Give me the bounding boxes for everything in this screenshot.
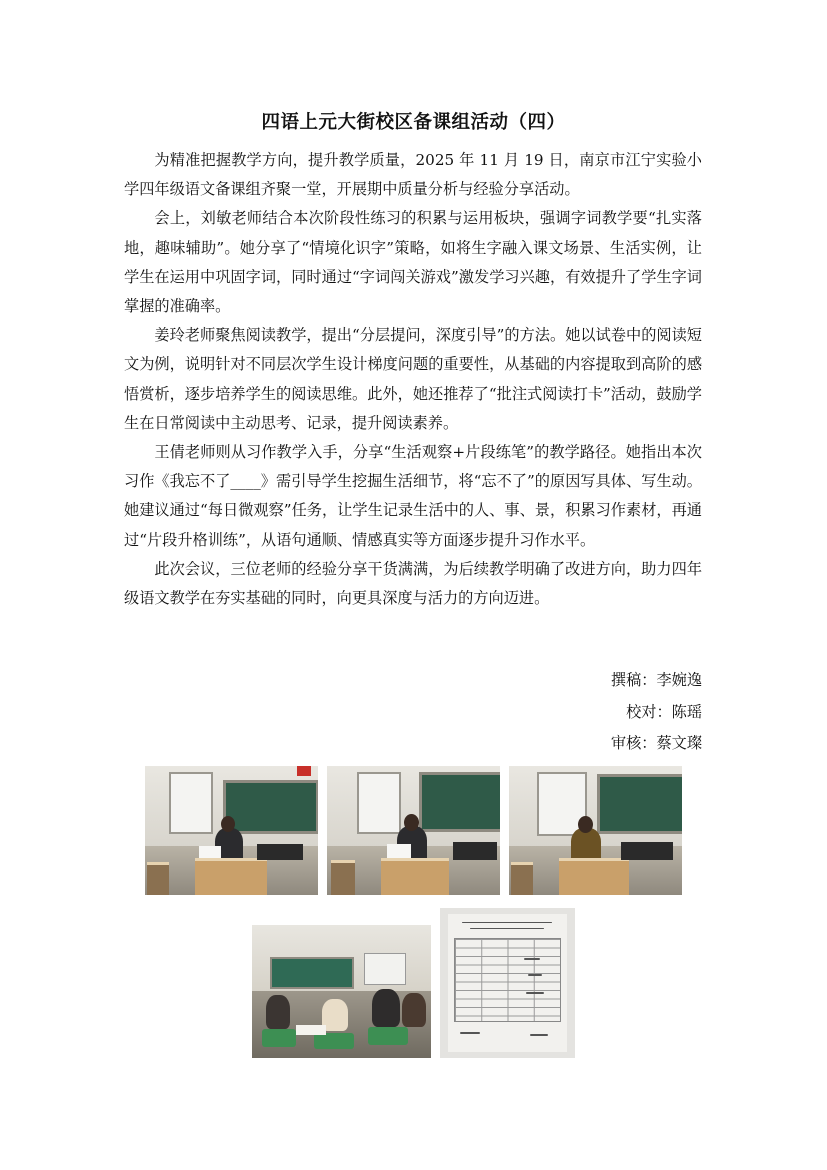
document-title: 四语上元大街校区备课组活动（四） [261, 112, 566, 133]
article-body [124, 146, 702, 613]
paragraph-wang-qian: 王倩老师则从习作教学入手，分享“生活观察+片段练笔”的教学路径。她指出本次习作《我忘不了____》需引导学生挖掘生活细节，将“忘不了”的原因写具体、写生动。她建议通过“每日微观察”任务，让学生记录生活中的人、事、景，积累习作素材，再通过“片段升格训练”，从语句通顺、情感真实等方面逐步提升习作水平。 [124, 443, 702, 549]
proofreader-credit: 校对：陈瑶 [626, 703, 702, 721]
writer-credit: 撰稿：李婉逸 [610, 671, 702, 689]
paragraph-conclusion: 此次会议，三位老师的经验分享干货满满，为后续教学明确了改进方向，助力四年级语文教学在夯实基础的同时，向更具深度与活力的方向迈进。 [124, 559, 702, 608]
paragraph-liu-min: 会上，刘敏老师结合本次阶段性练习的积累与运用板块，强调字词教学要“扎实落地，趣味辅助”。她分享了“情境化识字”策略，如将生字融入课文场景、生活实例，让学生在运用中巩固字词，同时通过“字词闯关游戏”激发学习兴趣，有效提升了学生字词掌握的准确率。 [124, 209, 702, 316]
paragraph-jiang-ling: 姜玲老师聚焦阅读教学，提出“分层提问，深度引导”的方法。她以试卷中的阅读短文为例，说明针对不同层次学生设计梯度问题的重要性，从基础的内容提取到高阶的感悟赏析，逐步培养学生的阅读思维。此外，她还推荐了“批注式阅读打卡”活动，鼓励学生在日常阅读中主动思考、记录，提升阅读素养。 [124, 326, 702, 432]
meeting-photo-1 [145, 766, 318, 895]
reviewer-credit: 审核：蔡文璨 [610, 734, 702, 752]
meeting-photo-2 [327, 766, 500, 895]
meeting-photo-3 [509, 766, 682, 895]
sign-in-sheet-photo [440, 908, 575, 1058]
meeting-photo-4 [252, 925, 431, 1058]
paragraph-intro: 为精准把握教学方向，提升教学质量，2025 年 11 月 19 日，南京市江宁实验小学四年级语文备课组齐聚一堂，开展期中质量分析与经验分享活动。 [124, 151, 702, 199]
